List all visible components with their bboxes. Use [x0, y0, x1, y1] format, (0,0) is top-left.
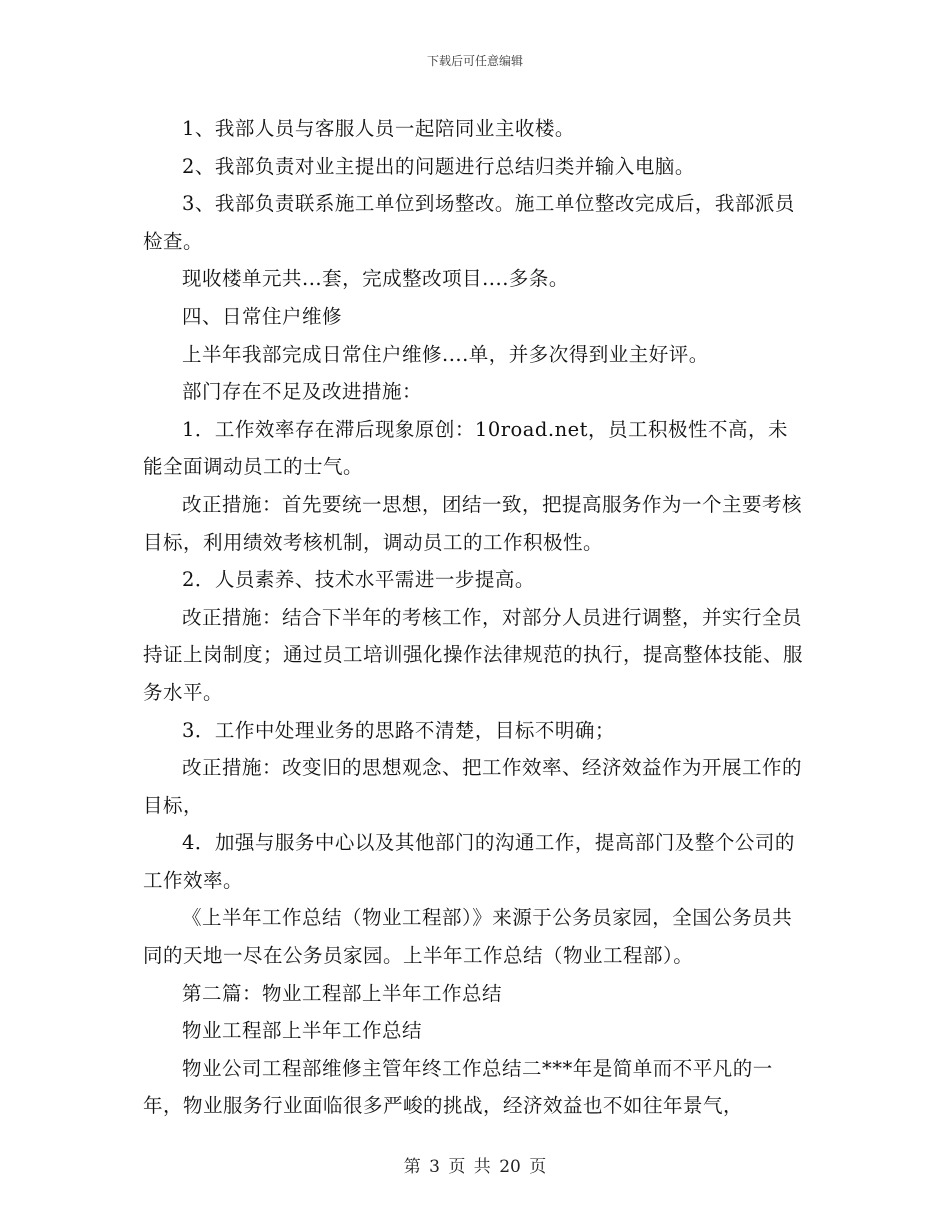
paragraph: 《上半年工作总结（物业工程部）》来源于公务员家园，全国公务员共同的天地一尽在公务员家园。上半年工作总结（物业工程部）。	[143, 906, 793, 968]
paragraph: 现收楼单元共...套，完成整改项目....多条。	[182, 267, 569, 291]
section-title: 物业工程部上半年工作总结	[182, 1019, 423, 1043]
page-header: 下载后可任意编辑	[426, 54, 523, 68]
paragraph: 部门存在不足及改进措施：	[182, 380, 423, 404]
paragraph: 改正措施：首先要统一思想，团结一致，把提高服务作为一个主要考核目标，利用绩效考核机制，调动员工的工作积极性。	[143, 492, 803, 554]
paragraph: 上半年我部完成日常住户维修....单，并多次得到业主好评。	[182, 342, 709, 366]
section-heading: 四、日常住户维修	[182, 304, 343, 328]
paragraph: 3．工作中处理业务的思路不清楚，目标不明确；	[182, 718, 615, 742]
paragraph: 2．人员素养、技术水平需进一步提高。	[182, 568, 535, 592]
paragraph: 1、我部人员与客服人员一起陪同业主收楼。	[182, 117, 575, 140]
paragraph: 1．工作效率存在滞后现象原创：10road.net，员工积极性不高，未能全面调动员工的士气。	[143, 417, 789, 479]
paragraph: 改正措施：结合下半年的考核工作，对部分人员进行调整，并实行全员持证上岗制度；通过员工培训强化操作法律规范的执行，提高整体技能、服务水平。	[143, 605, 804, 704]
paragraph: 改正措施：改变旧的思想观念、把工作效率、经济效益作为开展工作的目标，	[143, 756, 803, 817]
paragraph: 4．加强与服务中心以及其他部门的沟通工作，提高部门及整个公司的工作效率。	[143, 831, 795, 892]
paragraph: 物业公司工程部维修主管年终工作总结二***年是简单而不平凡的一年，物业服务行业面临很多严峻的挑战，经济效益也不如往年景气，	[143, 1056, 773, 1118]
document-body	[143, 110, 808, 1125]
section-heading: 第二篇：物业工程部上半年工作总结	[182, 981, 503, 1005]
paragraph: 3、我部负责联系施工单位到场整改。施工单位整改完成后，我部派员检查。	[143, 192, 795, 253]
paragraph: 2、我部负责对业主提出的问题进行总结归类并输入电脑。	[182, 154, 695, 178]
page-number: 第 3 页 共 20 页	[403, 1157, 547, 1177]
